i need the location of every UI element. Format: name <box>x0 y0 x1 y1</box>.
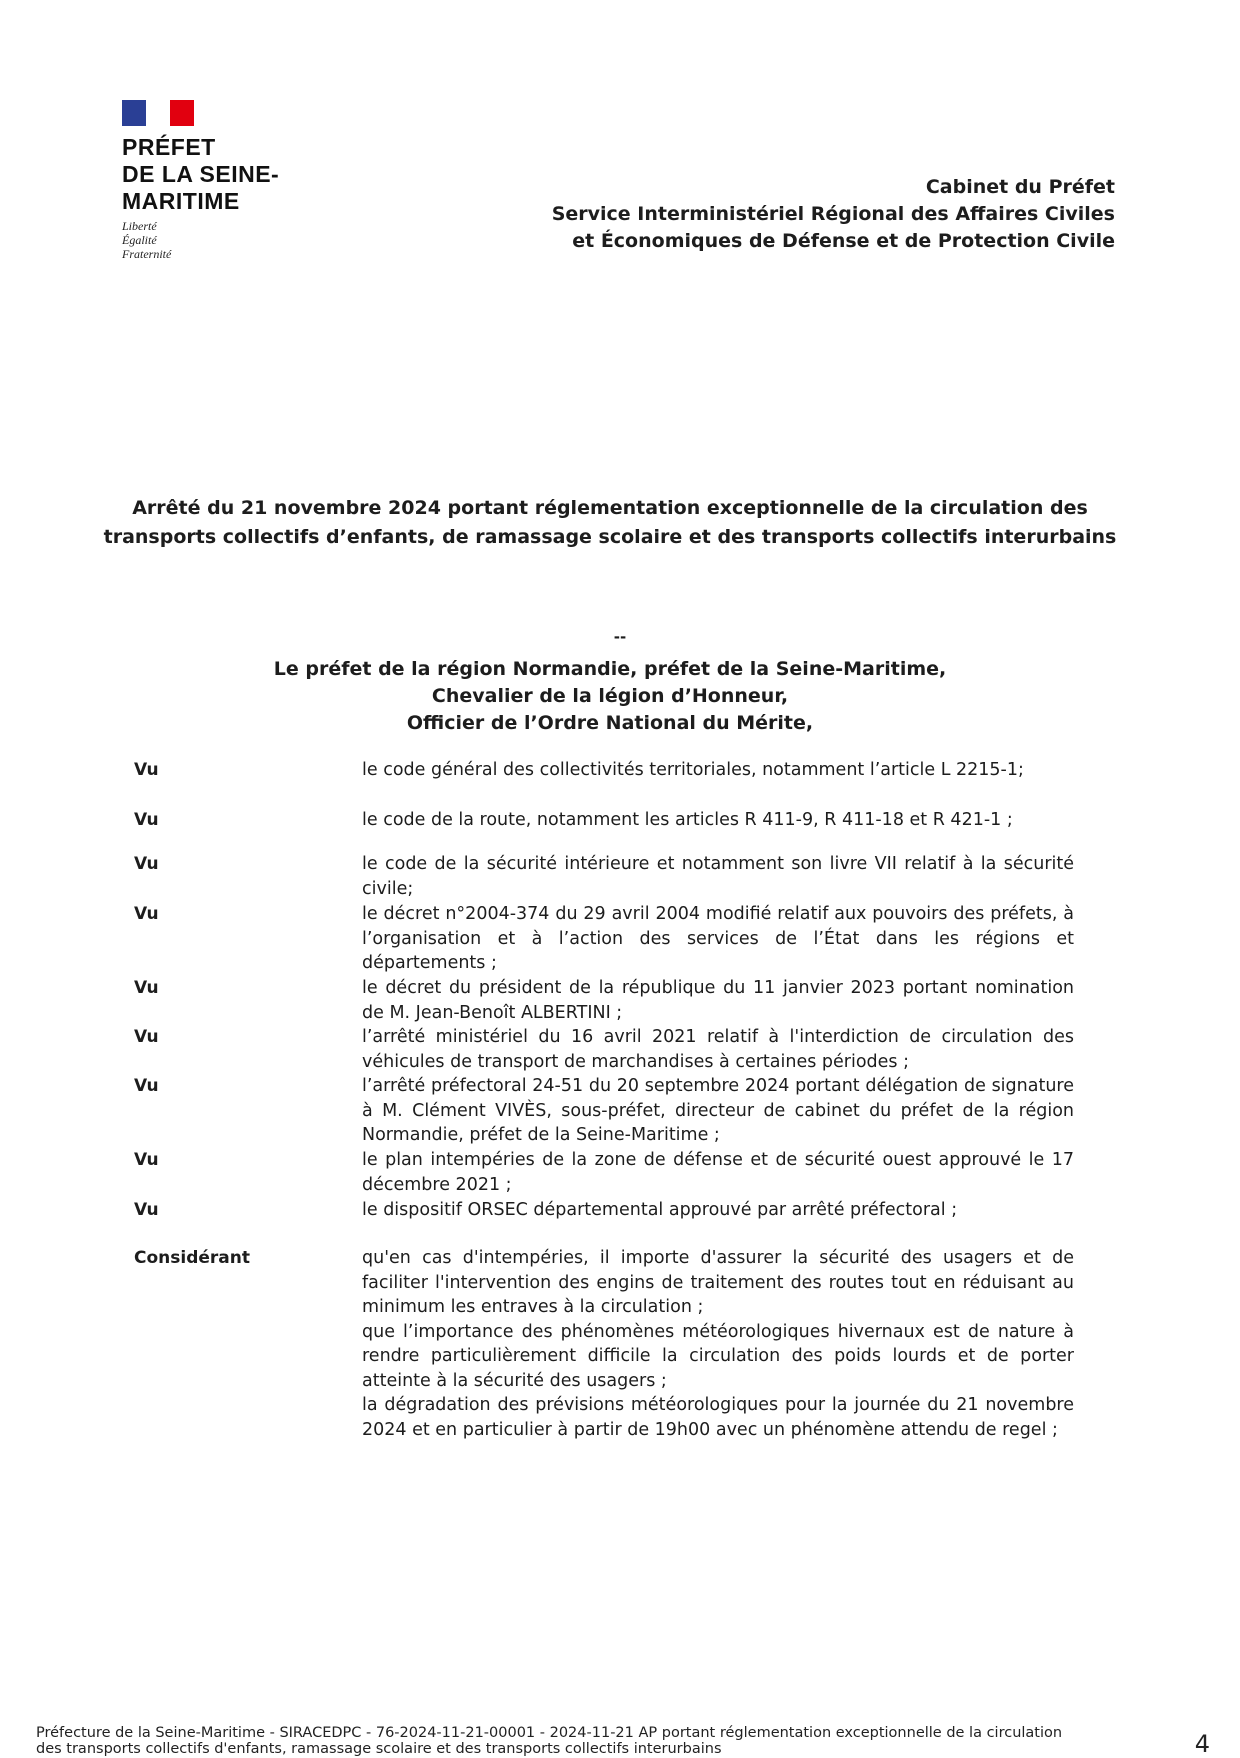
item-paragraph: l’arrêté ministériel du 16 avril 2021 relatif à l'interdiction de circulation des véhicules de transport de marchandises à certaines périodes ; <box>362 1027 1074 1072</box>
item-label: Vu <box>134 854 159 874</box>
item-paragraph: le décret n°2004-374 du 29 avril 2004 modifié relatif aux pouvoirs des préfets, à l’organisation et à l’action des services de l’État dans les régions et départements ; <box>362 904 1074 973</box>
item-text <box>362 808 1074 833</box>
item-text <box>362 1246 1074 1442</box>
item-paragraph: le code de la route, notamment les articles R 411-9, R 411-18 et R 421-1 ; <box>362 810 1013 830</box>
item-text <box>362 1148 1074 1197</box>
item-paragraph: le plan intempéries de la zone de défense et de sécurité ouest approuvé le 17 décembre 2021 ; <box>362 1150 1074 1195</box>
issuing-service: Cabinet du Préfet Service Interministériel Régional des Affaires Civiles et Économiques de Défense et de Protection Civile <box>551 176 1115 252</box>
item-paragraph: le code général des collectivités territoriales, notamment l’article L 2215-1; <box>362 760 1024 780</box>
item-label: Vu <box>134 978 159 998</box>
item-text <box>362 976 1074 1025</box>
item-label: Vu <box>134 904 159 924</box>
page-number: 4 <box>1194 1730 1210 1758</box>
item-label: Vu <box>134 1200 159 1220</box>
item-paragraph: le décret du président de la république du 11 janvier 2023 portant nomination de M. Jean-Benoît ALBERTINI ; <box>362 978 1074 1023</box>
decree-title: Arrêté du 21 novembre 2024 portant réglementation exceptionnelle de la circulation des transports collectifs d’enfants, de ramassage scolaire et des transports collectifs interurbains <box>103 497 1117 548</box>
item-text <box>362 1074 1074 1148</box>
item-paragraph: le dispositif ORSEC départemental approuvé par arrêté préfectoral ; <box>362 1200 958 1220</box>
item-text <box>362 758 1074 783</box>
item-paragraph: le code de la sécurité intérieure et notamment son livre VII relatif à la sécurité civile; <box>362 854 1074 899</box>
item-text <box>362 852 1074 901</box>
item-label: Considérant <box>134 1248 250 1268</box>
item-label: Vu <box>134 760 159 780</box>
item-text <box>362 902 1074 976</box>
item-label: Vu <box>134 1076 159 1096</box>
prefecture-name: PRÉFET DE LA SEINE- MARITIME <box>122 134 280 214</box>
separator: -- <box>613 628 627 646</box>
item-paragraph: que l’importance des phénomènes météorologiques hivernaux est de nature à rendre particulièrement difficile la circulation des poids lourds et de porter atteinte à la sécurité des usagers ; <box>362 1321 1074 1391</box>
item-label: Vu <box>134 810 159 830</box>
item-label: Vu <box>134 1150 159 1170</box>
item-paragraph: qu'en cas d'intempéries, il importe d'assurer la sécurité des usagers et de faciliter l'intervention des engins de traitement des routes tout en réduisant au minimum les entraves à la circulation ; <box>362 1248 1074 1317</box>
item-paragraph: l’arrêté préfectoral 24-51 du 20 septembre 2024 portant délégation de signature à M. Clément VIVÈS, sous-préfet, directeur de cabinet du préfet de la région Normandie, préfet de la Seine-Maritime ; <box>362 1076 1074 1145</box>
republic-motto: Liberté Égalité Fraternité <box>122 219 172 261</box>
footer-reference: Préfecture de la Seine-Maritime - SIRACEDPC - 76-2024-11-21-00001 - 2024-11-21 AP portant réglementation exceptionnelle de la circulation des transports collectifs d'enfants, ramassage scolaire et des transports collectifs interurbains <box>36 1725 1063 1757</box>
item-paragraph: la dégradation des prévisions météorologiques pour la journée du 21 novembre 2024 et en particulier à partir de 19h00 avec un phénomène attendu de regel ; <box>362 1395 1074 1440</box>
marianne-flag-icon <box>122 100 194 126</box>
prefect-titles: Le préfet de la région Normandie, préfet de la Seine-Maritime, Chevalier de la légion d’Honneur, Officier de l’Ordre National du Mérite, <box>273 658 947 734</box>
item-label: Vu <box>134 1027 159 1047</box>
republic-logo <box>122 100 312 261</box>
item-text <box>362 1198 1074 1223</box>
item-text <box>362 1025 1074 1074</box>
